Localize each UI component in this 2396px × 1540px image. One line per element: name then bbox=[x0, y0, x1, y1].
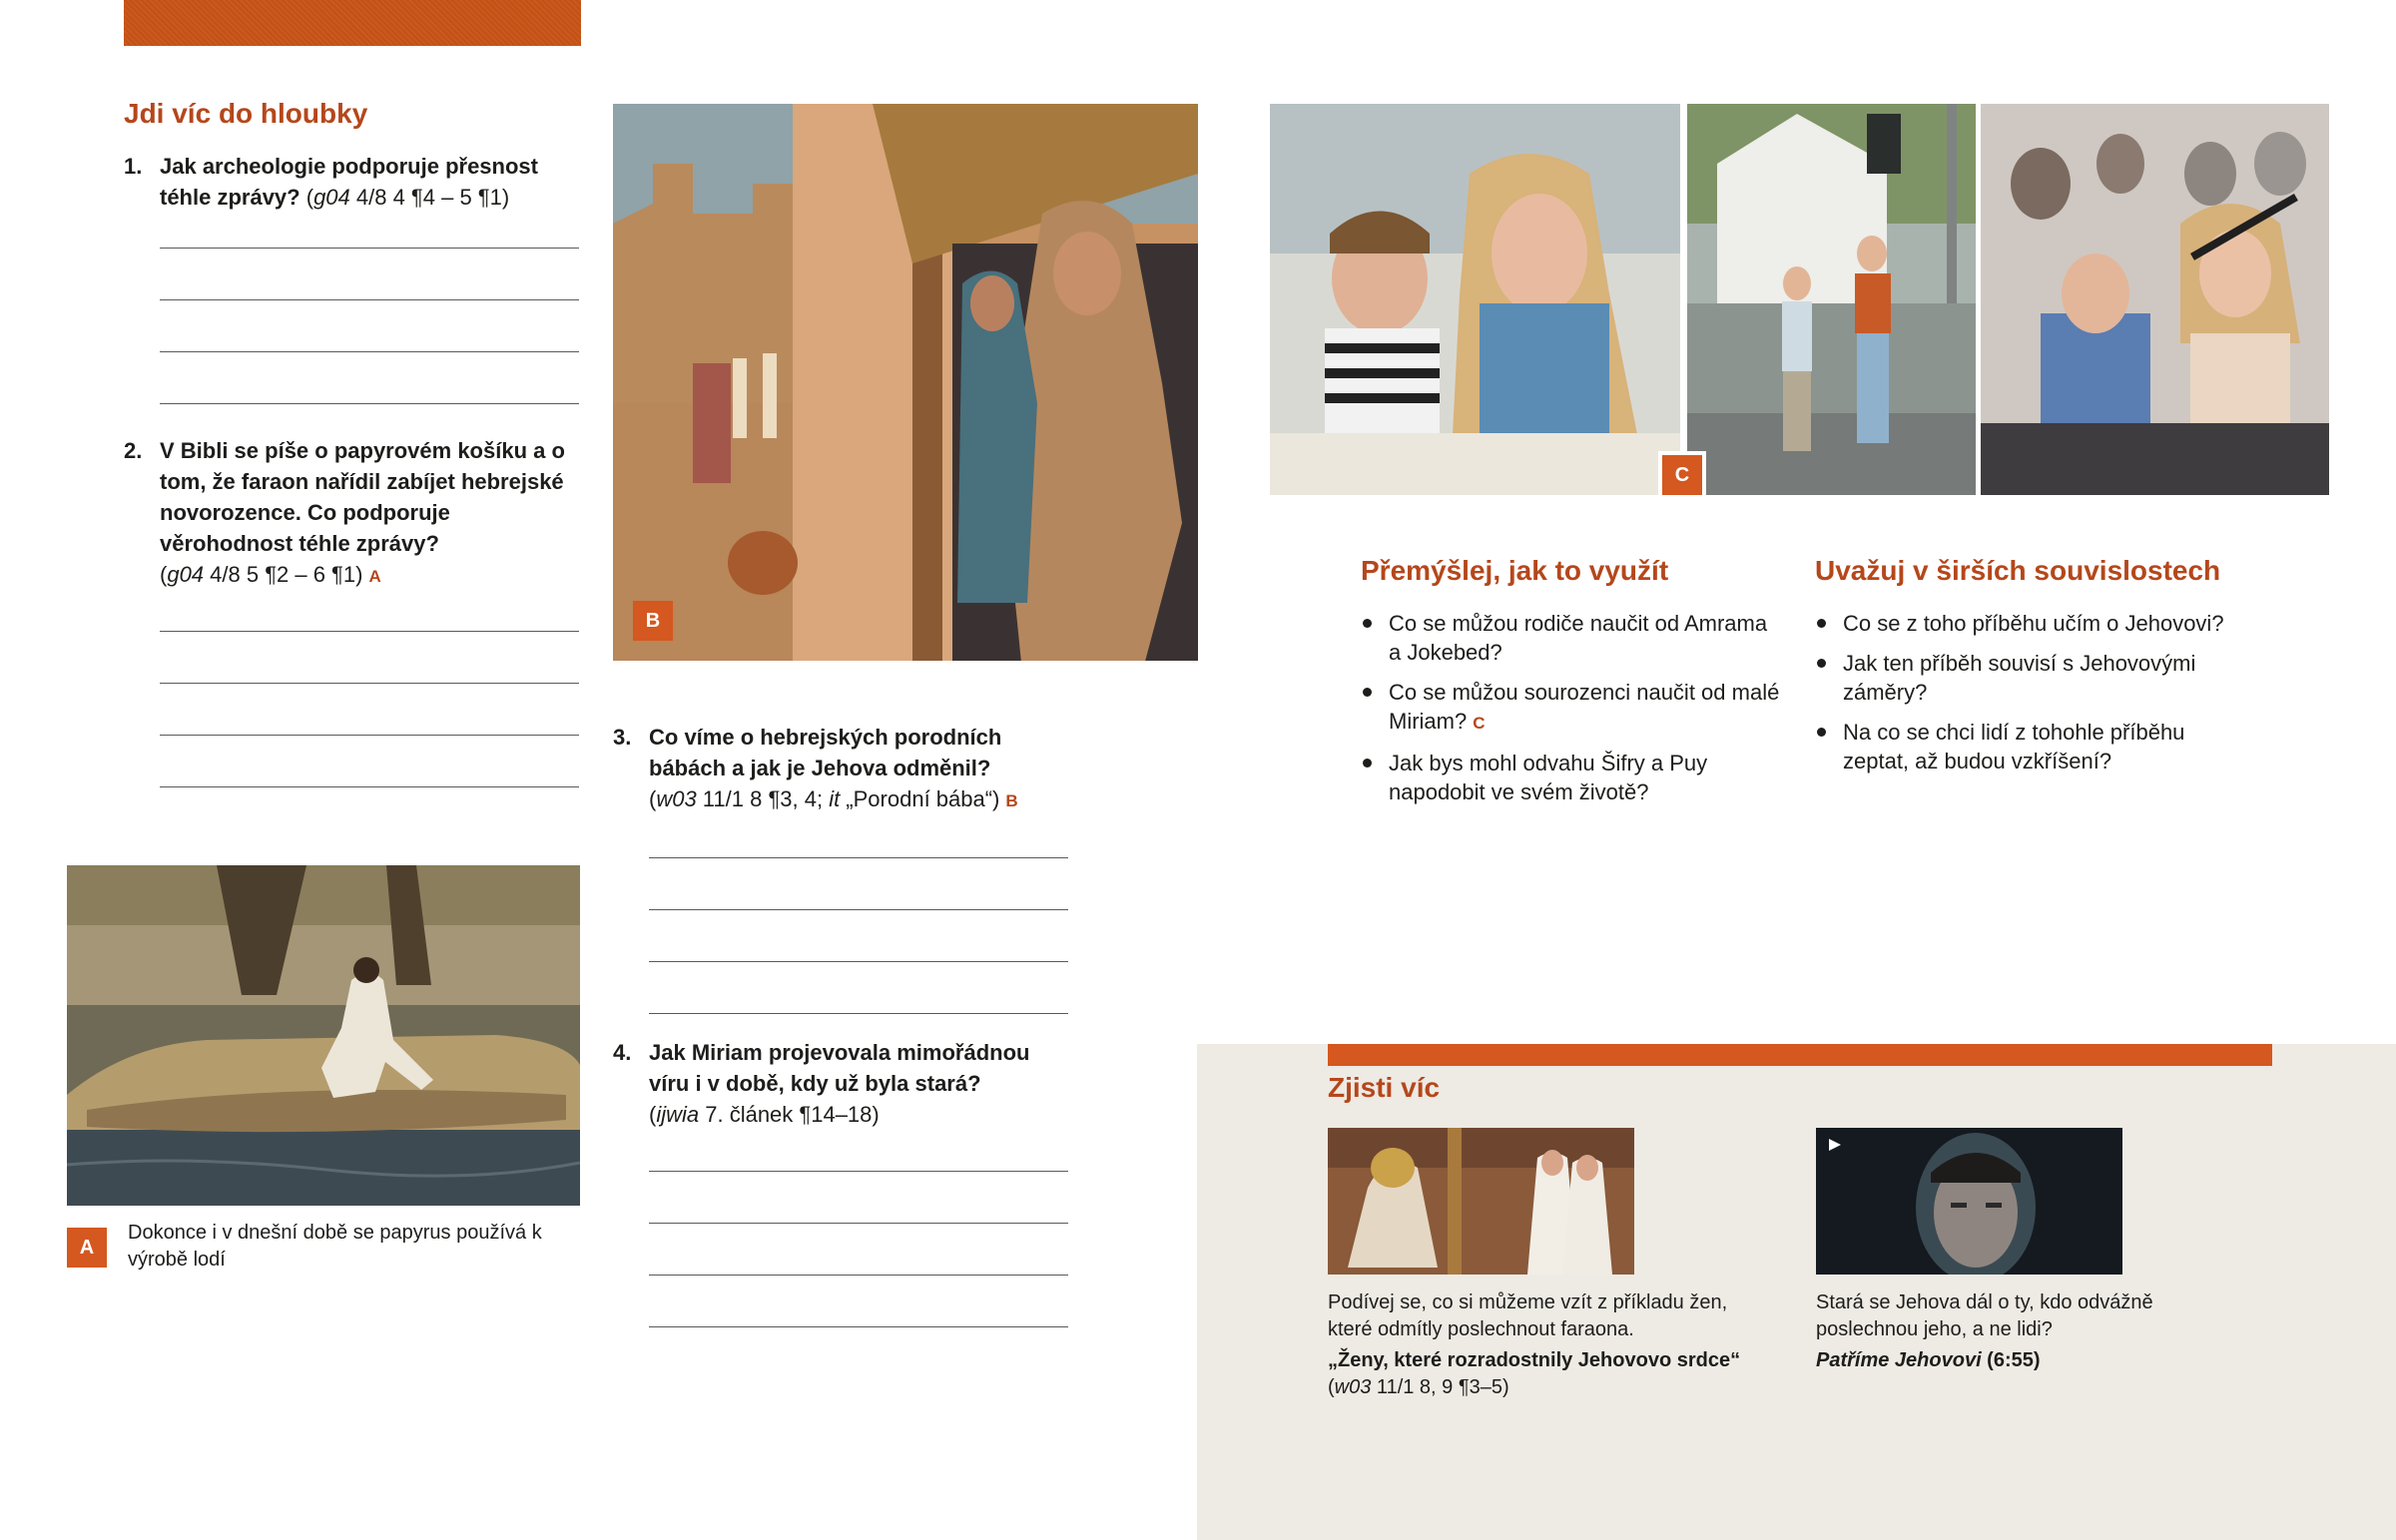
ref-publication: g04 bbox=[313, 185, 350, 210]
article-description: Podívej se, co si můžeme vzít z příkladu žen, které odmítly poslechnout faraona. bbox=[1328, 1291, 1728, 1340]
article-reference bbox=[1328, 1347, 1787, 1401]
apply-list bbox=[1361, 609, 1780, 817]
question-number: 3. bbox=[613, 725, 632, 750]
play-icon[interactable] bbox=[1828, 1138, 1842, 1152]
figure-tag-b: B bbox=[1005, 791, 1018, 810]
children-studying-photo bbox=[1270, 104, 1680, 495]
ref-location: 11/1 8 ¶3, 4; bbox=[696, 786, 830, 811]
list-item: Co se můžou rodiče naučit od Amrama a Jokebed? bbox=[1361, 609, 1780, 667]
top-texture-bar bbox=[124, 0, 581, 46]
ref-publication: g04 bbox=[167, 562, 205, 587]
broader-heading: Uvažuj v širších souvislostech bbox=[1815, 555, 2221, 586]
list-item: Co se můžou sourozenci naučit od malé Miriam? C bbox=[1361, 678, 1780, 738]
question-number: 4. bbox=[613, 1040, 632, 1065]
video-title-text: Patříme Jehovovi bbox=[1816, 1349, 1982, 1371]
answer-lines-1[interactable] bbox=[160, 248, 579, 455]
learn-more-accent-bar bbox=[1328, 1044, 2272, 1066]
ref-location: 4/8 4 ¶4 – 5 ¶1) bbox=[349, 185, 510, 210]
video-title[interactable] bbox=[1816, 1347, 2235, 1374]
list-item: Co se z toho příběhu učím o Jehovovi? bbox=[1815, 609, 2244, 638]
question-text: V Bibli se píše o papyrovém košíku a o tom, že faraon nařídil zabíjet hebrejské novorozence. Co podporuje věrohodnost téhle zprávy? bbox=[160, 438, 565, 556]
list-item: Na co se chci lidí z tohohle příběhu zeptat, až budou vzkříšení? bbox=[1815, 718, 2244, 775]
ref-publication: w03 bbox=[1334, 1376, 1372, 1398]
article-thumbnail[interactable] bbox=[1328, 1128, 1634, 1275]
video-thumbnail[interactable] bbox=[1816, 1128, 2122, 1275]
ref-publication: w03 bbox=[656, 786, 697, 811]
question-text: Jak Miriam projevovala mimořádnou víru i v době, kdy už byla stará? bbox=[649, 1040, 1030, 1096]
figure-tag-c: C bbox=[1473, 714, 1486, 733]
question-number: 2. bbox=[124, 438, 143, 463]
question-3 bbox=[613, 722, 1072, 816]
answer-lines-2[interactable] bbox=[160, 631, 579, 838]
ref-location: 4/8 5 ¶2 – 6 ¶1) bbox=[204, 562, 363, 587]
badge-b: B bbox=[633, 601, 673, 641]
question-text: Jak archeologie podporuje přesnost téhle zprávy? bbox=[160, 154, 538, 210]
ref-open: ( bbox=[300, 185, 314, 210]
video-description: Stará se Jehova dál o ty, kdo odvážně poslechnou jeho, a ne lidi? bbox=[1816, 1291, 2153, 1340]
ref-open: ( bbox=[1328, 1376, 1335, 1398]
ref-open: ( bbox=[649, 1102, 657, 1127]
badge-a: A bbox=[67, 1228, 107, 1268]
children-meeting-photo bbox=[1981, 104, 2329, 495]
question-text: Co víme o hebrejských porodních bábách a jak je Jehova odměnil? bbox=[649, 725, 1002, 780]
ref-location: 11/1 8, 9 ¶3–5) bbox=[1371, 1376, 1509, 1398]
ref-location-2: „Porodní bába“) bbox=[840, 786, 1000, 811]
midwives-illustration bbox=[613, 104, 1198, 661]
photo-a-caption: Dokonce i v dnešní době se papyrus používá k výrobě lodí bbox=[128, 1222, 542, 1271]
learn-more-heading: Zjisti víc bbox=[1328, 1072, 1441, 1103]
reed-boat-photo bbox=[67, 865, 580, 1206]
question-4 bbox=[613, 1037, 1072, 1130]
ref-location: 7. článek ¶14–18) bbox=[699, 1102, 880, 1127]
badge-c: C bbox=[1658, 451, 1706, 499]
ref-open: ( bbox=[649, 786, 657, 811]
ref-open: ( bbox=[160, 562, 168, 587]
list-item: Jak bys mohl odvahu Šifry a Puy napodobit ve svém životě? bbox=[1361, 749, 1780, 806]
question-2 bbox=[124, 435, 583, 592]
ref-publication-2: it bbox=[829, 786, 841, 811]
video-duration: (6:55) bbox=[1981, 1349, 2041, 1371]
deeper-heading: Jdi víc do hloubky bbox=[124, 98, 368, 129]
ref-publication: ijwia bbox=[656, 1102, 700, 1127]
figure-tag-a: A bbox=[368, 567, 381, 586]
answer-lines-4[interactable] bbox=[649, 1171, 1068, 1378]
apply-heading: Přemýšlej, jak to využít bbox=[1361, 555, 1669, 586]
list-item: Jak ten příběh souvisí s Jehovovými záměry? bbox=[1815, 649, 2244, 707]
children-walking-photo bbox=[1687, 104, 1976, 495]
article-title-link[interactable]: „Ženy, které rozradostnily Jehovovo srdce“ bbox=[1328, 1349, 1741, 1371]
answer-lines-3[interactable] bbox=[649, 857, 1068, 1065]
question-1 bbox=[124, 151, 583, 213]
broader-list bbox=[1815, 609, 2244, 786]
question-number: 1. bbox=[124, 154, 143, 179]
